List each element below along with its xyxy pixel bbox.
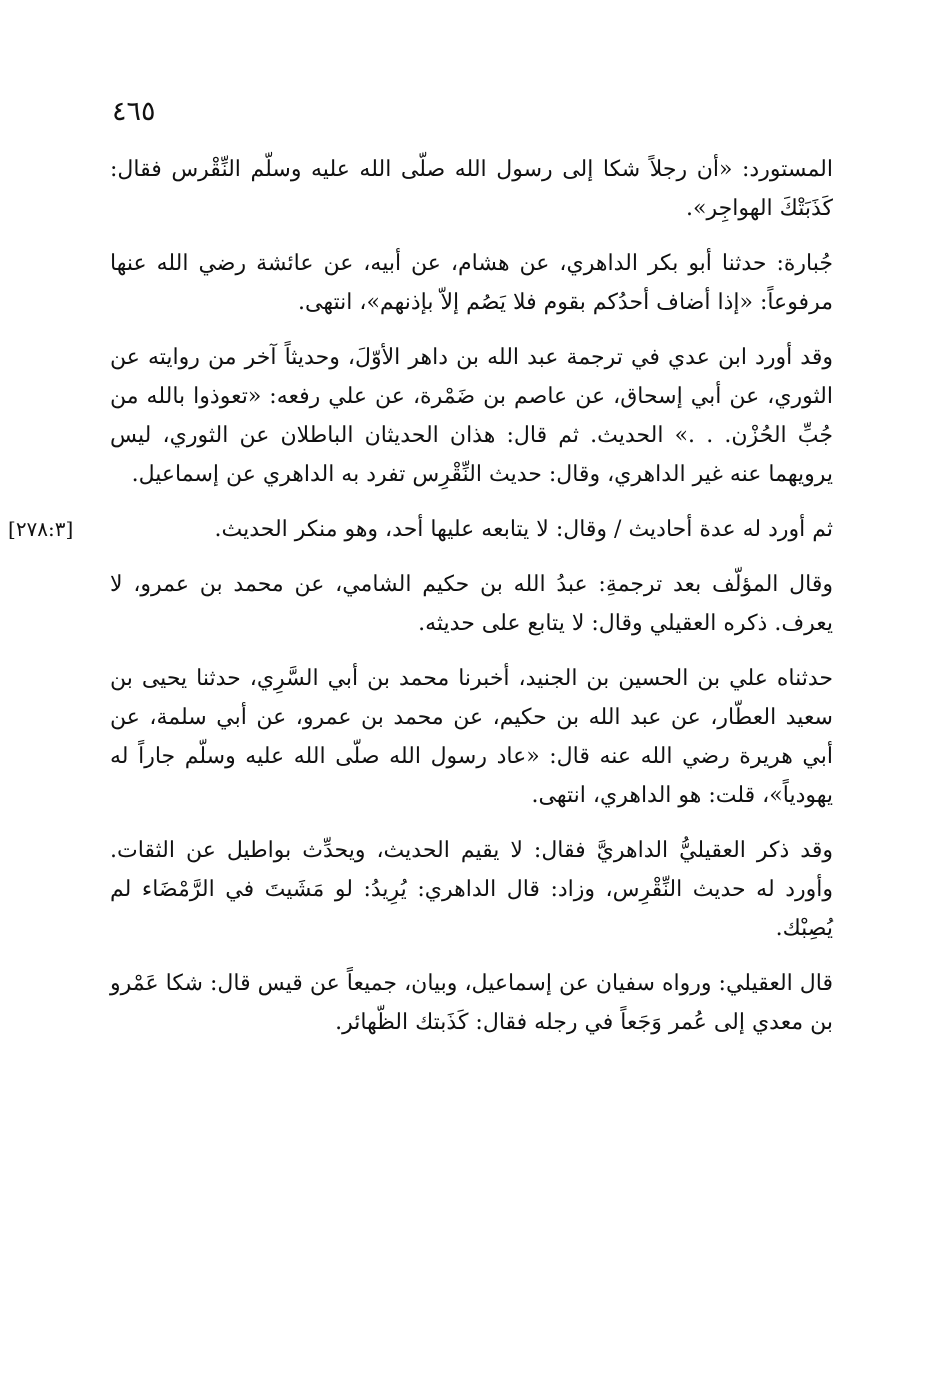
page-number: ٤٦٥ bbox=[112, 96, 156, 127]
paragraph-7: وقد ذكر العقيليُّ الداهريَّ فقال: لا يقيم الحديث، ويحدِّث بواطيل عن الثقات. وأورد له حديث النِّقْرِس، وزاد: قال الداهري: يُرِيدُ: لو مَشَيتَ في الرَّمْضَاء لم يُصِبْك. bbox=[110, 838, 833, 941]
margin-reference: [٢٧٨:٣] bbox=[8, 517, 74, 541]
paragraph-8: قال العقيلي: ورواه سفيان عن إسماعيل، وبيان، جميعاً عن قيس قال: شكا عَمْرو بن معدي إلى عُمر وَجَعاً في رجله فقال: كَذَبتك الظّهائر. bbox=[110, 971, 833, 1035]
paragraph-1: المستورد: «أن رجلاً شكا إلى رسول الله صلّى الله عليه وسلّم النِّقْرس فقال: كَذَبَتْكَ الهواجِر». bbox=[110, 157, 833, 221]
paragraph-4: ثم أورد له عدة أحاديث / وقال: لا يتابعه عليها أحد، وهو منكر الحديث. bbox=[214, 517, 833, 542]
paragraph-6: حدثناه علي بن الحسين بن الجنيد، أخبرنا محمد بن أبي السَّرِي، حدثنا يحيى بن سعيد العطّار، عن عبد الله بن حكيم، عن محمد بن عمرو، عن أبي سلمة، عن أبي هريرة رضي الله عنه قال: «عاد رسول الله صلّى الله عليه وسلّم جاراً له يهودياً»، قلت: هو الداهري، انتهى. bbox=[110, 666, 833, 808]
paragraph-5: وقال المؤلّف بعد ترجمةِ: عبدُ الله بن حكيم الشامي، عن محمد بن عمرو، لا يعرف. ذكره العقيلي وقال: لا يتابع على حديثه. bbox=[110, 572, 833, 636]
paragraph-2: جُبارة: حدثنا أبو بكر الداهري، عن هشام، عن أبيه، عن عائشة رضي الله عنها مرفوعاً: «إذا أضاف أحدُكم بقوم فلا يَصُم إلاّ بإذنهم»، انتهى. bbox=[110, 251, 833, 315]
paragraph-3: وقد أورد ابن عدي في ترجمة عبد الله بن داهر الأوّلَ، وحديثاً آخر من روايته عن الثوري، عن أبي إسحاق، عن عاصم بن ضَمْرة، عن علي رفعه: «تعوذوا بالله من جُبِّ الحُزْن. . .» الحديث. ثم قال: هذان الحديثان الباطلان عن الثوري، ليس يرويهما عنه غير الداهري، وقال: حديث النِّقْرِس تفرد به الداهري عن إسماعيل. bbox=[110, 345, 833, 487]
paragraph-4-container bbox=[8, 510, 833, 549]
page-body bbox=[8, 150, 833, 1058]
